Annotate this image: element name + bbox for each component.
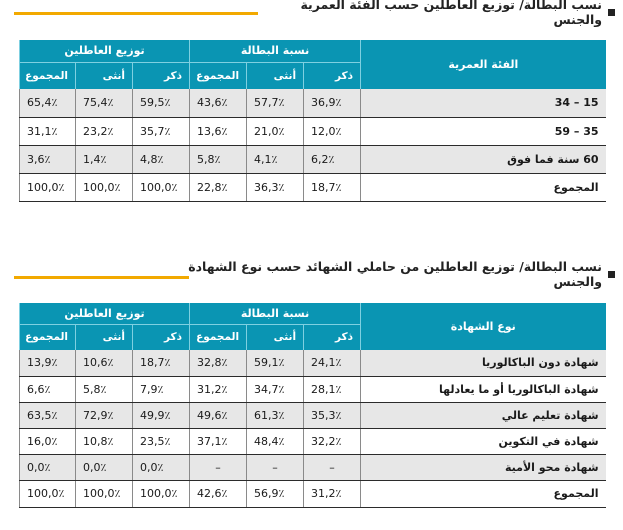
cell-value: 35,3٪ [304, 402, 361, 428]
cell-value: 6,2٪ [304, 145, 361, 173]
table-row [20, 402, 606, 428]
col-male: ذكر [304, 324, 361, 350]
square-bullet-icon [608, 9, 615, 16]
table-row-total [20, 480, 606, 507]
cell-value: 5,8٪ [190, 145, 247, 173]
row-label: شهادة دون الباكالوريا [361, 350, 606, 376]
cell-value: 28,1٪ [304, 376, 361, 402]
accent-bar [14, 276, 189, 279]
cell-value: 10,8٪ [76, 428, 133, 454]
cell-value: 31,2٪ [190, 376, 247, 402]
cell-value: 12,0٪ [304, 117, 361, 145]
cell-value: 72,9٪ [76, 402, 133, 428]
section2-title [175, 259, 615, 289]
col-total: المجموع [190, 324, 247, 350]
group-unemployment-rate: نسبة البطالة [190, 40, 361, 62]
section2-title-text: نسب البطالة/ توزيع العاطلين من حاملي الشهائد حسب نوع الشهادة والجنس [188, 259, 602, 289]
row-label: المجموع [361, 480, 606, 507]
cell-value: 49,9٪ [133, 402, 190, 428]
row-label: 60 سنة فما فوق [361, 145, 606, 173]
table-row [20, 145, 606, 173]
table-row [20, 454, 606, 480]
cell-value: 0,0٪ [20, 454, 76, 480]
cell-value: 36,3٪ [247, 173, 304, 201]
cell-value: 100,0٪ [20, 480, 76, 507]
cell-value: 75,4٪ [76, 89, 133, 117]
cell-value: 0,0٪ [133, 454, 190, 480]
cell-value: – [190, 454, 247, 480]
accent-bar [14, 12, 258, 15]
cell-value: 16,0٪ [20, 428, 76, 454]
col-male: ذكر [304, 62, 361, 89]
cell-value: 32,8٪ [190, 350, 247, 376]
cell-value: 23,2٪ [76, 117, 133, 145]
cell-value: 65,4٪ [20, 89, 76, 117]
cell-value: 3,6٪ [20, 145, 76, 173]
cell-value: 100,0٪ [20, 173, 76, 201]
cell-value: 6,6٪ [20, 376, 76, 402]
row-label: المجموع [361, 173, 606, 201]
cell-value: 1,4٪ [76, 145, 133, 173]
cell-value: 100,0٪ [76, 173, 133, 201]
cell-value: 36,9٪ [304, 89, 361, 117]
cell-value: 23,5٪ [133, 428, 190, 454]
cell-value: 0,0٪ [76, 454, 133, 480]
group-unemployment-rate: نسبة البطالة [190, 303, 361, 324]
cell-value: 59,5٪ [133, 89, 190, 117]
group-unemployed-distribution: توزيع العاطلين [20, 303, 190, 324]
col-male: ذكر [133, 324, 190, 350]
cell-value: 18,7٪ [304, 173, 361, 201]
cell-value: 21,0٪ [247, 117, 304, 145]
col-total: المجموع [190, 62, 247, 89]
table-row [20, 350, 606, 376]
cell-value: 5,8٪ [76, 376, 133, 402]
cell-value: 37,1٪ [190, 428, 247, 454]
square-bullet-icon [608, 271, 615, 278]
cell-value: 56,9٪ [247, 480, 304, 507]
group-unemployed-distribution: توزيع العاطلين [20, 40, 190, 62]
section1-title [255, 0, 615, 27]
table-row [20, 428, 606, 454]
col-total: المجموع [20, 324, 76, 350]
col-female: أنثى [76, 324, 133, 350]
cell-value: 22,8٪ [190, 173, 247, 201]
row-label: 35 – 59 [361, 117, 606, 145]
cell-value: 43,6٪ [190, 89, 247, 117]
cell-value: – [304, 454, 361, 480]
cell-value: 57,7٪ [247, 89, 304, 117]
cell-value: 32,2٪ [304, 428, 361, 454]
table-row-total [20, 173, 606, 201]
cell-value: 100,0٪ [133, 173, 190, 201]
cell-value: 13,9٪ [20, 350, 76, 376]
cell-value: 4,1٪ [247, 145, 304, 173]
col-male: ذكر [133, 62, 190, 89]
cell-value: 13,6٪ [190, 117, 247, 145]
cell-value: 100,0٪ [76, 480, 133, 507]
table-row [20, 117, 606, 145]
cell-value: 18,7٪ [133, 350, 190, 376]
certificate-type-table [19, 303, 606, 508]
col-female: أنثى [247, 62, 304, 89]
table-row [20, 89, 606, 117]
row-label: شهادة الباكالوريا أو ما يعادلها [361, 376, 606, 402]
cell-value: – [247, 454, 304, 480]
col-female: أنثى [76, 62, 133, 89]
col-female: أنثى [247, 324, 304, 350]
cell-value: 42,6٪ [190, 480, 247, 507]
cell-value: 49,6٪ [190, 402, 247, 428]
cell-value: 59,1٪ [247, 350, 304, 376]
cell-value: 31,1٪ [20, 117, 76, 145]
cell-value: 31,2٪ [304, 480, 361, 507]
cell-value: 10,6٪ [76, 350, 133, 376]
col-total: المجموع [20, 62, 76, 89]
age-group-table [19, 40, 606, 202]
cell-value: 35,7٪ [133, 117, 190, 145]
row-label: شهادة تعليم عالي [361, 402, 606, 428]
row-header: الفئة العمرية [361, 40, 606, 89]
cell-value: 24,1٪ [304, 350, 361, 376]
cell-value: 7,9٪ [133, 376, 190, 402]
cell-value: 48,4٪ [247, 428, 304, 454]
row-label: 15 – 34 [361, 89, 606, 117]
cell-value: 4,8٪ [133, 145, 190, 173]
table-row [20, 376, 606, 402]
cell-value: 63,5٪ [20, 402, 76, 428]
cell-value: 34,7٪ [247, 376, 304, 402]
row-label: شهادة في التكوين [361, 428, 606, 454]
row-label: شهادة محو الأمية [361, 454, 606, 480]
cell-value: 100,0٪ [133, 480, 190, 507]
cell-value: 61,3٪ [247, 402, 304, 428]
section1-title-text: نسب البطالة/ توزيع العاطلين حسب الفئة العمرية والجنس [300, 0, 602, 27]
row-header: نوع الشهادة [361, 303, 606, 350]
